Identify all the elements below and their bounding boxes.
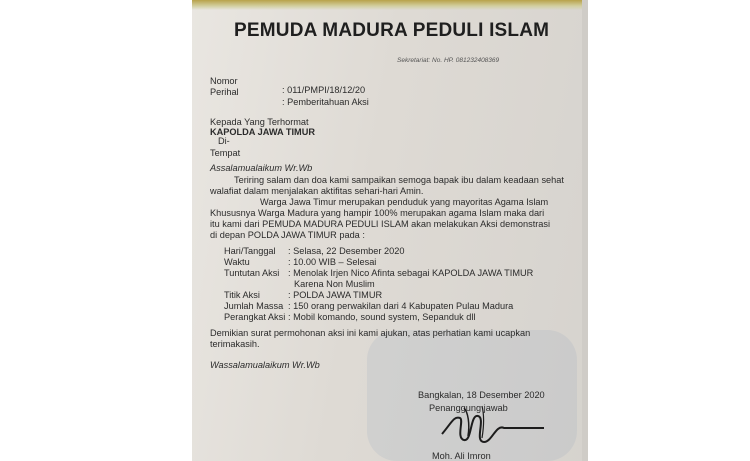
recipient-line-1: Kepada Yang Terhormat — [210, 117, 309, 127]
detail-label-time: Waktu — [224, 257, 250, 267]
signer-name: Moh. Ali Imron — [432, 451, 491, 461]
perihal-value: : Pemberitahuan Aksi — [282, 97, 369, 107]
secretariat-line: Sekretariat: No. HP. 081232408369 — [397, 57, 500, 64]
paper-edge — [582, 0, 588, 461]
letter-paper — [192, 0, 588, 461]
letterhead-title: PEMUDA MADURA PEDULI ISLAM — [234, 20, 550, 41]
detail-label-demand: Tuntutan Aksi — [224, 268, 280, 278]
body-p2-line3: itu kami dari PEMUDA MADURA PEDULI ISLAM akan melakukan Aksi demonstrasi — [210, 219, 551, 229]
detail-value-demand-cont: Karena Non Muslim — [294, 279, 375, 289]
detail-value-demand: : Menolak Irjen Nico Afinta sebagai KAPOLDA JAWA TIMUR — [288, 268, 534, 278]
folder-edge — [192, 0, 588, 10]
nomor-label: Nomor — [210, 76, 238, 86]
recipient-line-4: Tempat — [210, 148, 241, 158]
closing-line-2: terimakasih. — [210, 339, 260, 349]
detail-value-mass: : 150 orang perwakilan dari 4 Kabupaten Pulau Madura — [288, 301, 514, 311]
detail-label-mass: Jumlah Massa — [224, 301, 284, 311]
body-p1-line2: walafiat dalam menjalakan aktifitas sehari-hari Amin. — [210, 186, 424, 196]
recipient-line-2: KAPOLDA JAWA TIMUR — [210, 127, 315, 137]
recipient-line-3: Di- — [218, 136, 230, 146]
detail-value-date: : Selasa, 22 Desember 2020 — [288, 246, 405, 256]
handwritten-signature — [434, 402, 554, 452]
detail-value-equipment: : Mobil komando, sound system, Sepanduk dll — [288, 312, 476, 322]
detail-label-equipment: Perangkat Aksi — [224, 312, 286, 322]
closing-line-1: Demikian surat permohonan aksi ini kami ajukan, atas perhatian kami ucapkan — [210, 328, 531, 338]
body-p1-line1: Teriring salam dan doa kami sampaikan semoga bapak ibu dalam keadaan sehat — [234, 175, 564, 185]
body-p2-line2: Khususnya Warga Madura yang hampir 100% merupakan agama Islam maka dari — [210, 208, 545, 218]
detail-label-location: Titik Aksi — [224, 290, 260, 300]
detail-label-date: Hari/Tanggal — [224, 246, 276, 256]
farewell: Wassalamualaikum Wr.Wb — [210, 360, 320, 370]
perihal-label: Perihal — [210, 87, 239, 97]
body-p2-line1: Warga Jawa Timur merupakan penduduk yang mayoritas Agama Islam — [260, 197, 549, 207]
detail-value-location: : POLDA JAWA TIMUR — [288, 290, 383, 300]
greeting: Assalamualaikum Wr.Wb — [210, 163, 313, 173]
body-p2-line4: di depan POLDA JAWA TIMUR pada : — [210, 230, 365, 240]
signer-role: Penanggung jawab — [429, 403, 508, 413]
place-date: Bangkalan, 18 Desember 2020 — [418, 390, 545, 400]
nomor-value: : 011/PMPI/18/12/20 — [282, 85, 366, 95]
detail-value-time: : 10.00 WIB – Selesai — [288, 257, 377, 267]
